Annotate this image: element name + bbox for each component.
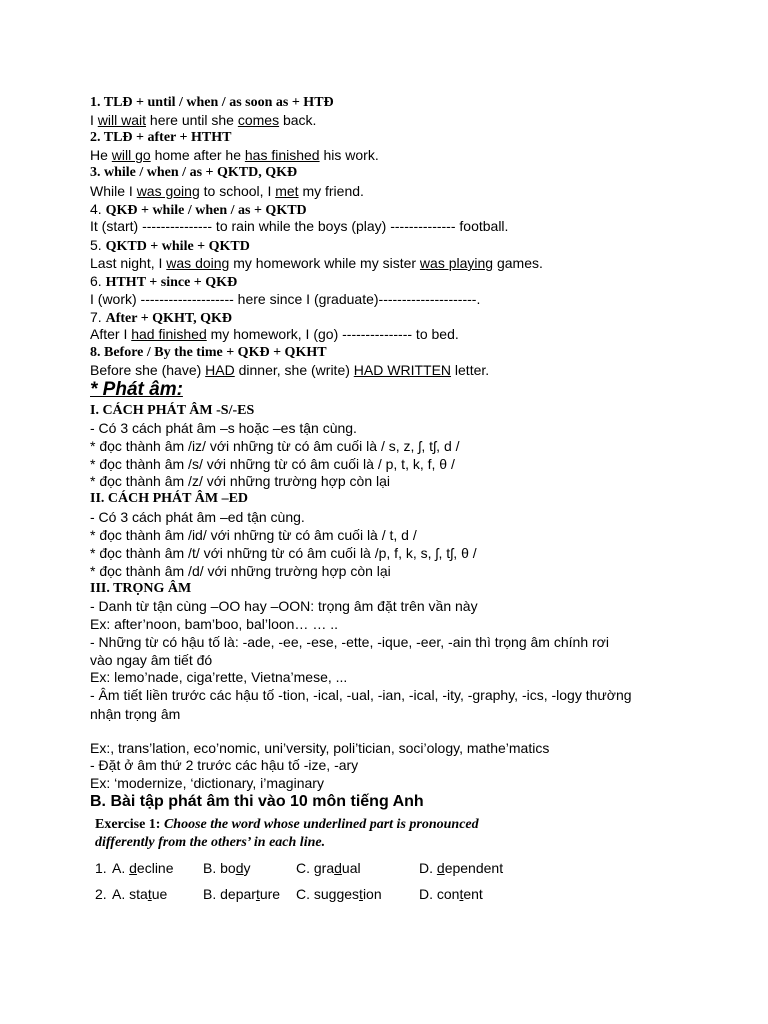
- underlined-verb: was going: [136, 183, 200, 199]
- question-number: 2.: [95, 886, 107, 902]
- text: back.: [279, 112, 317, 128]
- rule-8-example: [90, 361, 489, 379]
- underlined-verb: has finished: [244, 147, 320, 163]
- option-a: [112, 885, 167, 903]
- section-2-line: - Có 3 cách phát âm –ed tận cùng.: [90, 509, 305, 525]
- rule-2-heading: 2. TLĐ + after + HTHT: [90, 130, 232, 145]
- option-letter: B.: [203, 886, 221, 902]
- text: home after he: [150, 147, 245, 163]
- rule-1-example: [90, 111, 316, 129]
- pronunciation-title: * Phát âm:: [90, 379, 183, 400]
- rule-formula: After + QKHT, QKĐ: [105, 311, 233, 326]
- rule-6-heading: [90, 272, 237, 292]
- word-part: ecline: [136, 860, 174, 876]
- rule-number: 7.: [90, 309, 106, 325]
- option-a: [112, 859, 174, 877]
- word-part: sugges: [313, 886, 360, 902]
- text: my homework, I (go) --------------- to bed.: [206, 326, 459, 342]
- section-2-heading: II. CÁCH PHÁT ÂM –ED: [90, 491, 249, 506]
- section-3-line: - Những từ có hậu tố là: -ade, -ee, -ese, -ette, -ique, -eer, -ain thì trọng âm chính rơi: [90, 634, 609, 650]
- section-3-line: nhận trọng âm: [90, 706, 181, 722]
- section-2-line: * đọc thành âm /id/ với những từ có âm cuối là / t, d /: [90, 527, 417, 543]
- rule-1-heading: 1. TLĐ + until / when / as soon as + HTĐ: [90, 95, 334, 110]
- underlined-verb: was doing: [166, 255, 230, 271]
- underlined-letter: t: [147, 886, 152, 902]
- underlined-verb: will go: [111, 147, 151, 163]
- underlined-letter: t: [255, 886, 260, 902]
- underlined-letter: d: [334, 860, 342, 876]
- text: to school, I: [199, 183, 276, 199]
- rule-3-heading: 3. while / when / as + QKTD, QKĐ: [90, 165, 298, 180]
- word-part: ual: [341, 860, 361, 876]
- section-1-line: * đọc thành âm /z/ với những trường hợp còn lại: [90, 473, 390, 489]
- section-3-line: Ex:, trans’lation, eco’nomic, uni’versity, poli’tician, soci’ology, mathe’matics: [90, 740, 550, 756]
- rule-number: 6.: [90, 273, 106, 289]
- word-part: bo: [220, 860, 236, 876]
- rule-7-example: [90, 325, 459, 343]
- text: He: [90, 147, 112, 163]
- exercise-text: Choose the word whose underlined part is pronounced: [160, 817, 479, 832]
- option-d: [419, 885, 483, 903]
- section-1-heading: I. CÁCH PHÁT ÂM -S/-ES: [90, 403, 255, 418]
- word-part: gra: [313, 860, 335, 876]
- text: I: [90, 112, 98, 128]
- option-c: [296, 885, 382, 903]
- text: dinner, she (write): [234, 362, 354, 378]
- text: his work.: [319, 147, 379, 163]
- section-3-line: - Âm tiết liền trước các hậu tố -tion, -ical, -ual, -ian, -ical, -ity, -graphy, -ics, -logy thường: [90, 687, 632, 703]
- rule-formula: QKĐ + while / when / as + QKTD: [105, 203, 307, 218]
- rule-2-example: [90, 146, 379, 164]
- rule-number: 4.: [90, 201, 106, 217]
- underlined-letter: t: [359, 886, 363, 902]
- rule-formula: HTHT + since + QKĐ: [105, 275, 238, 290]
- rule-number: 5.: [90, 237, 106, 253]
- section-3-line: - Đặt ở âm thứ 2 trước các hậu tố -ize, -ary: [90, 757, 359, 773]
- option-letter: C.: [296, 886, 314, 902]
- rule-formula: QKTD + while + QKTD: [105, 239, 250, 254]
- text: While I: [90, 183, 137, 199]
- underlined-letter: d: [235, 860, 244, 876]
- rule-5-heading: [90, 236, 250, 256]
- option-letter: B.: [203, 860, 221, 876]
- option-letter: A.: [112, 860, 130, 876]
- rule-6-example: I (work) -------------------- here since I (graduate)---------------------.: [90, 291, 481, 307]
- underlined-verb: will wait: [97, 112, 147, 128]
- exercise-instruction: differently from the others’ in each line.: [95, 835, 326, 850]
- text: my homework while my sister: [229, 255, 420, 271]
- word-part: ue: [151, 886, 168, 902]
- section-3-line: Ex: ‘modernize, ‘dictionary, i’maginary: [90, 775, 324, 791]
- word-part: ion: [362, 886, 382, 902]
- underlined-letter: d: [436, 860, 445, 876]
- word-part: y: [243, 860, 251, 876]
- word-part: sta: [129, 886, 148, 902]
- text: here until she: [146, 112, 238, 128]
- section-3-line: Ex: lemo’nade, ciga’rette, Vietna’mese, ...: [90, 669, 348, 685]
- option-letter: D.: [419, 860, 437, 876]
- underlined-verb: had finished: [131, 326, 207, 342]
- question-number: 1.: [95, 860, 107, 876]
- word-part: con: [436, 886, 460, 902]
- option-d: [419, 859, 503, 877]
- text: After I: [90, 326, 132, 342]
- option-letter: D.: [419, 886, 437, 902]
- option-b: [203, 859, 251, 877]
- underlined-verb: HAD WRITTEN: [353, 362, 452, 378]
- section-2-line: * đọc thành âm /t/ với những từ có âm cuối là /p, f, k, s, ʃ, tʃ, θ /: [90, 545, 477, 561]
- word-part: ependent: [444, 860, 504, 876]
- option-b: [203, 885, 280, 903]
- section-b-title: B. Bài tập phát âm thi vào 10 môn tiếng Anh: [90, 793, 424, 810]
- rule-4-example: It (start) --------------- to rain while the boys (play) -------------- football.: [90, 218, 509, 234]
- text: my friend.: [298, 183, 364, 199]
- text: letter.: [451, 362, 490, 378]
- underlined-verb: was playing: [419, 255, 494, 271]
- underlined-verb: met: [275, 183, 299, 199]
- text: Last night, I: [90, 255, 167, 271]
- option-letter: A.: [112, 886, 130, 902]
- underlined-letter: d: [129, 860, 137, 876]
- exercise-instruction: [95, 816, 479, 834]
- word-part: ent: [463, 886, 483, 902]
- section-2-line: * đọc thành âm /d/ với những trường hợp còn lại: [90, 563, 391, 579]
- text: games.: [493, 255, 543, 271]
- option-c: [296, 859, 361, 877]
- word-part: depar: [220, 886, 256, 902]
- rule-5-example: [90, 254, 543, 272]
- underlined-verb: HAD: [205, 362, 235, 378]
- section-3-line: Ex: after’noon, bam’boo, bal’loon… … ..: [90, 616, 338, 632]
- section-3-heading: III. TRỌNG ÂM: [90, 581, 192, 596]
- underlined-letter: t: [459, 886, 464, 902]
- section-1-line: * đọc thành âm /iz/ với những từ có âm cuối là / s, z, ʃ, tʃ, d /: [90, 438, 460, 454]
- word-part: ure: [259, 886, 281, 902]
- exercise-label: Exercise 1:: [95, 817, 161, 832]
- section-1-line: - Có 3 cách phát âm –s hoặc –es tận cùng.: [90, 420, 357, 436]
- section-3-line: - Danh từ tận cùng –OO hay –OON: trọng âm đặt trên vần này: [90, 598, 478, 614]
- underlined-verb: comes: [237, 112, 280, 128]
- option-letter: C.: [296, 860, 314, 876]
- rule-3-example: [90, 182, 364, 200]
- rule-8-heading: 8. Before / By the time + QKĐ + QKHT: [90, 345, 327, 360]
- text: Before she (have): [90, 362, 206, 378]
- section-3-line: vào ngay âm tiết đó: [90, 652, 213, 668]
- section-1-line: * đọc thành âm /s/ với những từ có âm cuối là / p, t, k, f, θ /: [90, 456, 455, 472]
